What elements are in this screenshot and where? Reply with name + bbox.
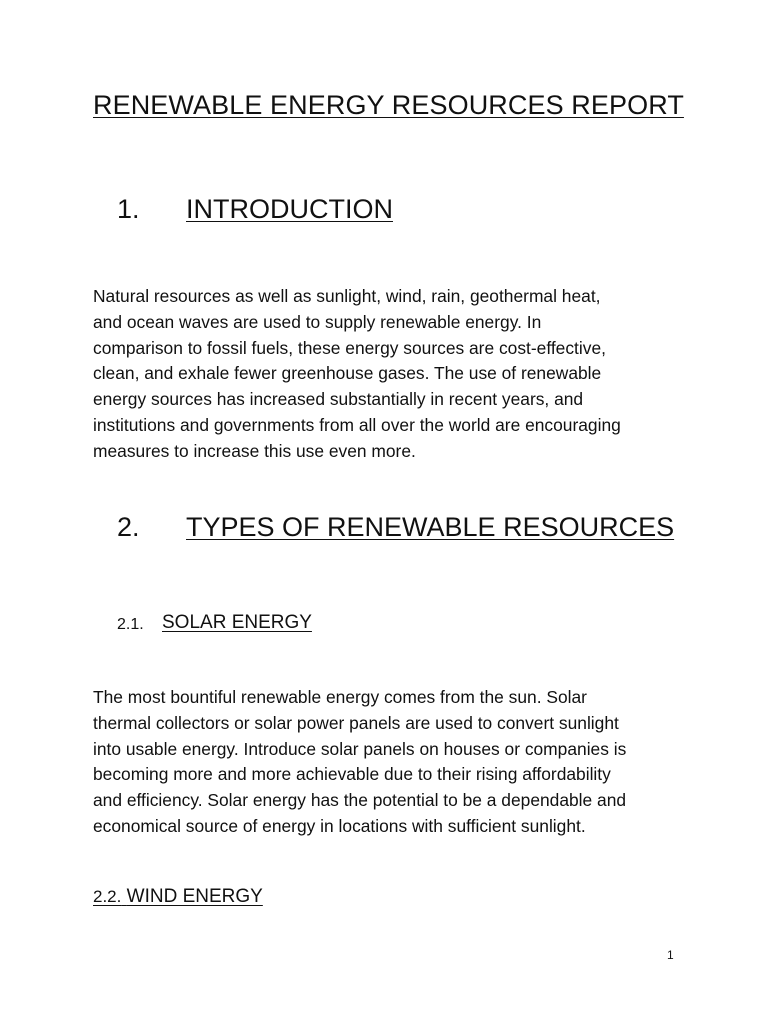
- document-title: RENEWABLE ENERGY RESOURCES REPORT: [93, 90, 684, 120]
- paragraph-line: thermal collectors or solar power panels are used to convert sunlight: [93, 712, 619, 733]
- paragraph-line: The most bountiful renewable energy comes from the sun. Solar: [93, 687, 587, 707]
- section-title: TYPES OF RENEWABLE RESOURCES: [186, 512, 675, 542]
- paragraph-line: into usable energy. Introduce solar panels on houses or companies is: [93, 738, 627, 759]
- section-title: INTRODUCTION: [186, 194, 393, 224]
- paragraph-line: measures to increase this use even more.: [93, 440, 416, 461]
- page-number: 1: [667, 948, 674, 962]
- paragraph-line: becoming more and more achievable due to their rising affordability: [93, 764, 611, 785]
- paragraph-line: and efficiency. Solar energy has the potential to be a dependable and: [93, 790, 627, 811]
- solar-energy-paragraph: [93, 685, 683, 840]
- paragraph-line: clean, and exhale fewer greenhouse gases. The use of renewable: [93, 363, 602, 384]
- subsection-heading-wind: [93, 886, 263, 908]
- paragraph-line: and ocean waves are used to supply renewable energy. In: [93, 311, 542, 332]
- section-number: 1.: [117, 194, 140, 224]
- paragraph-line: institutions and governments from all over the world are encouraging: [93, 414, 621, 435]
- paragraph-line: economical source of energy in locations with sufficient sunlight.: [93, 815, 586, 836]
- section-number: 2.: [117, 512, 140, 542]
- subsection-number: 2.2.: [93, 887, 122, 906]
- paragraph-line: energy sources has increased substantially in recent years, and: [93, 389, 584, 410]
- subsection-title: SOLAR ENERGY: [162, 612, 312, 633]
- subsection-number: 2.1.: [117, 616, 144, 633]
- subsection-title: WIND ENERGY: [126, 886, 263, 907]
- paragraph-line: comparison to fossil fuels, these energy sources are cost-effective,: [93, 337, 606, 358]
- introduction-paragraph: [93, 284, 683, 465]
- paragraph-line: Natural resources as well as sunlight, wind, rain, geothermal heat,: [93, 286, 601, 306]
